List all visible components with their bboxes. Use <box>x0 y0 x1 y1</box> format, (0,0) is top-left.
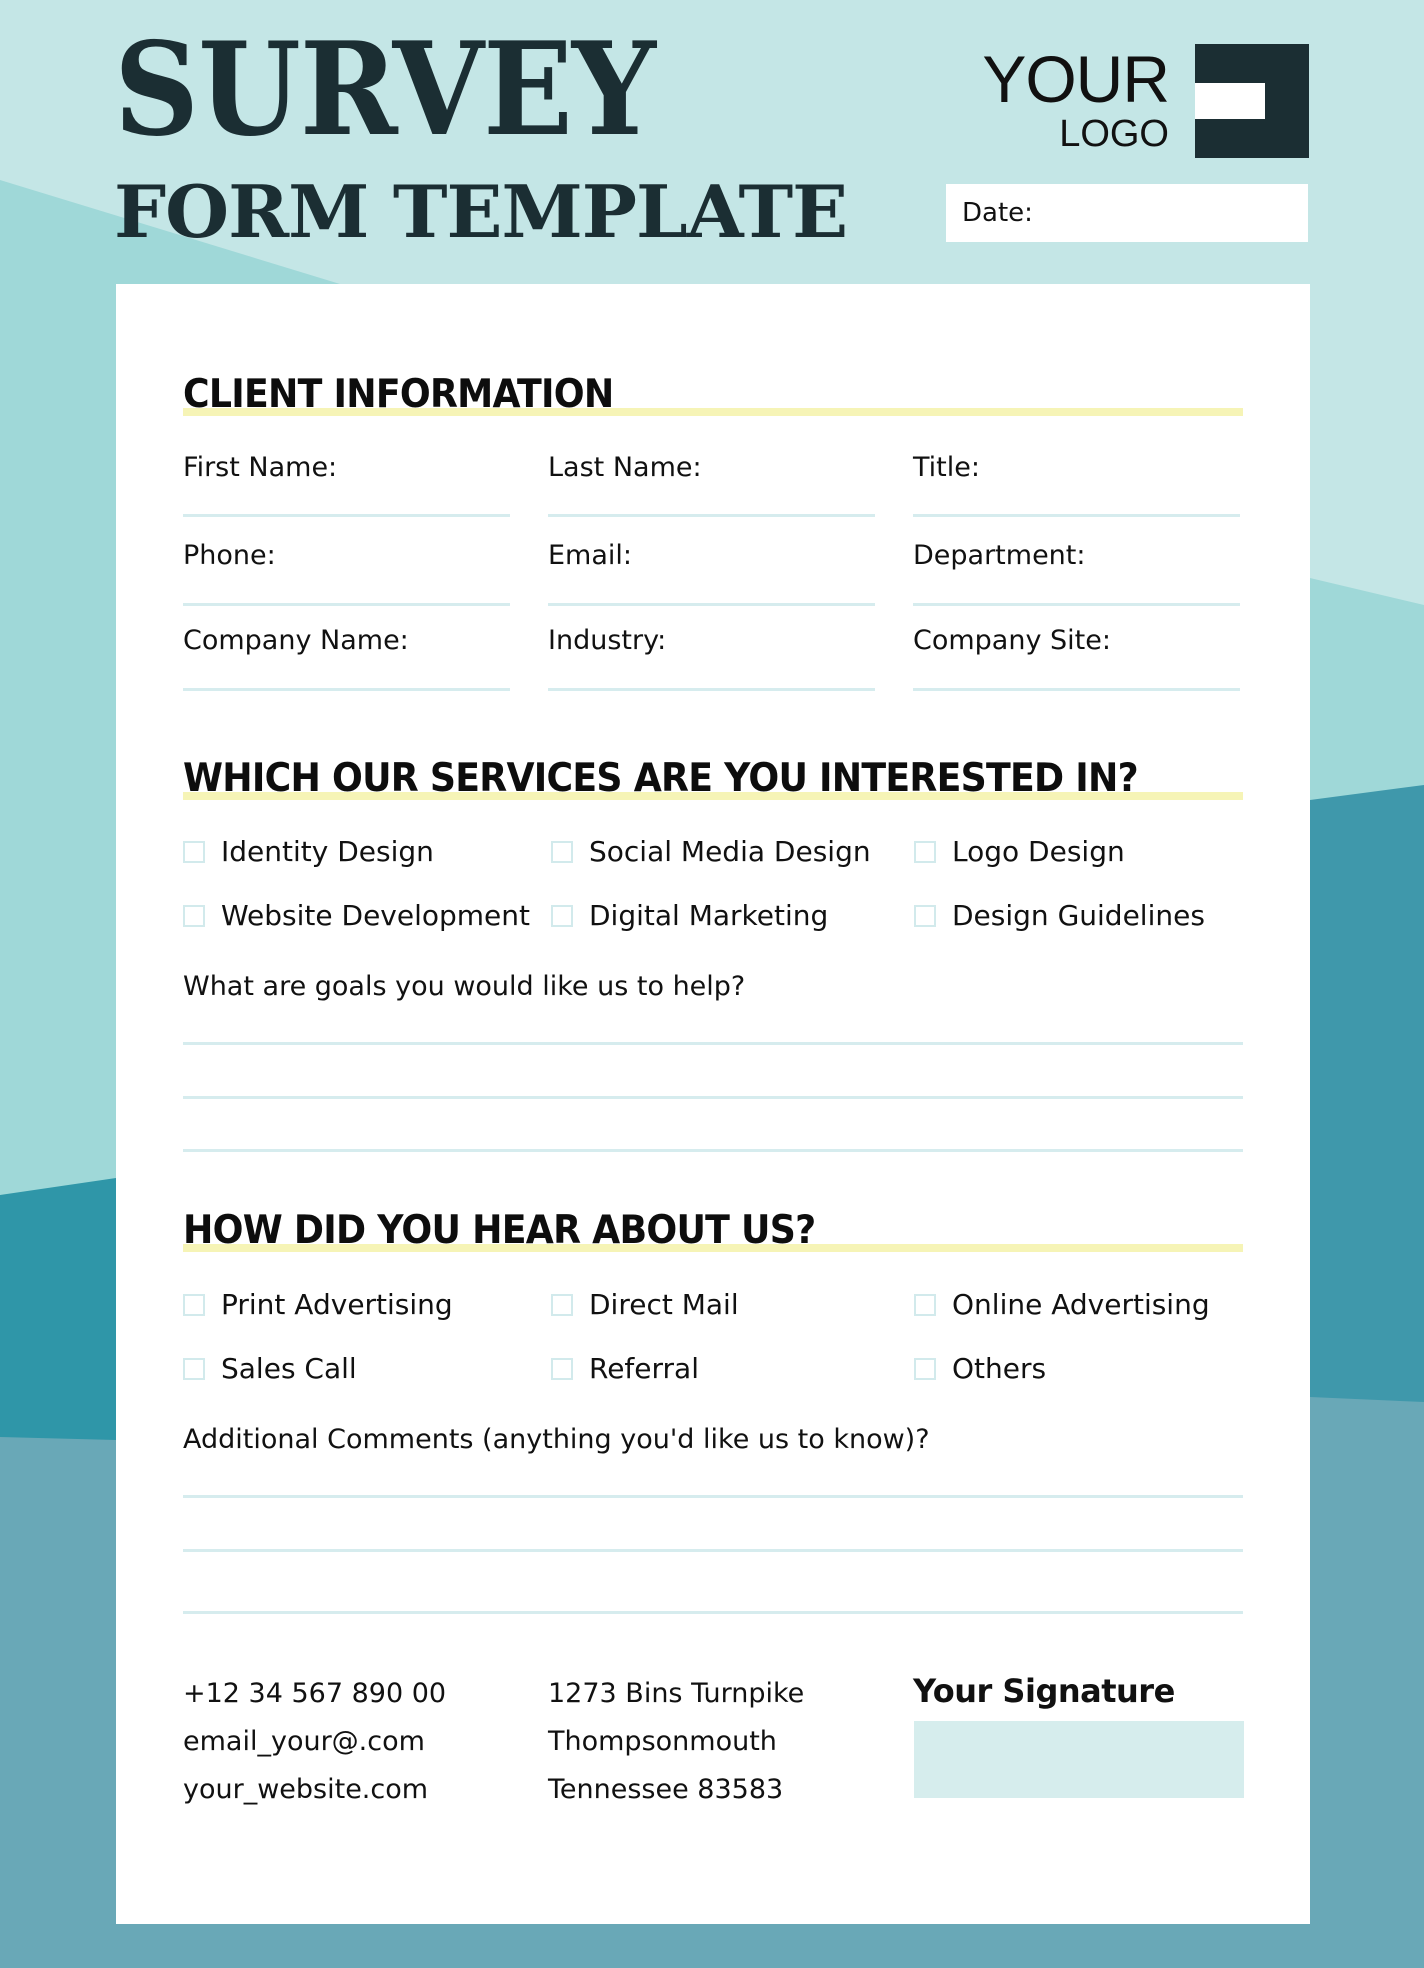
checkbox-icon[interactable] <box>551 1294 573 1316</box>
title-survey: SURVEY <box>114 15 656 165</box>
address-city: Thompsonmouth <box>548 1726 777 1757</box>
company-name-field[interactable]: Company Name: <box>183 624 510 658</box>
section-heading-hear-about-us: HOW DID YOU HEAR ABOUT US? <box>183 1202 1243 1252</box>
checkbox-sales-call[interactable]: Sales Call <box>183 1352 357 1386</box>
contact-phone: +12 34 567 890 00 <box>183 1678 447 1709</box>
checkbox-icon[interactable] <box>914 841 936 863</box>
checkbox-logo-design[interactable]: Logo Design <box>914 835 1125 869</box>
checkbox-icon[interactable] <box>551 1358 573 1380</box>
logo-text-logo: LOGO <box>1059 113 1169 155</box>
company-site-field[interactable]: Company Site: <box>913 624 1240 658</box>
address-info <box>548 1670 804 1814</box>
checkbox-direct-mail[interactable]: Direct Mail <box>551 1288 739 1322</box>
comments-answer-line-2[interactable] <box>183 1549 1243 1552</box>
contact-info <box>183 1670 446 1814</box>
checkbox-online-advertising[interactable]: Online Advertising <box>914 1288 1210 1322</box>
contact-email: email_your@.com <box>183 1726 425 1757</box>
logo-text-your: YOUR <box>982 42 1169 116</box>
logo-bracket-icon <box>1195 44 1309 158</box>
checkbox-icon[interactable] <box>183 1294 205 1316</box>
checkbox-icon[interactable] <box>914 905 936 927</box>
checkbox-referral[interactable]: Referral <box>551 1352 699 1386</box>
title-field[interactable]: Title: <box>913 451 1240 485</box>
checkbox-icon[interactable] <box>551 841 573 863</box>
checkbox-icon[interactable] <box>551 905 573 927</box>
signature-box[interactable] <box>914 1721 1244 1798</box>
address-street: 1273 Bins Turnpike <box>548 1678 805 1709</box>
contact-website: your_website.com <box>183 1774 429 1805</box>
last-name-field[interactable]: Last Name: <box>548 451 875 485</box>
goals-question: What are goals you would like us to help? <box>183 971 746 1002</box>
checkbox-icon[interactable] <box>183 905 205 927</box>
checkbox-design-guidelines[interactable]: Design Guidelines <box>914 899 1205 933</box>
company-logo <box>979 44 1309 158</box>
department-field[interactable]: Department: <box>913 539 1240 573</box>
checkbox-digital-marketing[interactable]: Digital Marketing <box>551 899 828 933</box>
comments-answer-line-3[interactable] <box>183 1611 1243 1614</box>
date-field[interactable] <box>946 184 1308 242</box>
checkbox-icon[interactable] <box>183 841 205 863</box>
address-state-zip: Tennessee 83583 <box>548 1774 784 1805</box>
section-heading-client-information: CLIENT INFORMATION <box>183 366 1243 416</box>
section-heading-services: WHICH OUR SERVICES ARE YOU INTERESTED IN? <box>183 750 1243 800</box>
phone-field[interactable]: Phone: <box>183 539 510 573</box>
first-name-field[interactable]: First Name: <box>183 451 510 485</box>
checkbox-website-development[interactable]: Website Development <box>183 899 530 933</box>
checkbox-icon[interactable] <box>914 1358 936 1380</box>
date-label: Date: <box>962 198 1033 228</box>
title-form-template: FORM TEMPLATE <box>114 169 848 254</box>
goals-answer-line-2[interactable] <box>183 1096 1243 1099</box>
checkbox-icon[interactable] <box>183 1358 205 1380</box>
checkbox-print-advertising[interactable]: Print Advertising <box>183 1288 453 1322</box>
industry-field[interactable]: Industry: <box>548 624 875 658</box>
signature-label: Your Signature <box>913 1672 1175 1710</box>
comments-question: Additional Comments (anything you'd like us to know)? <box>183 1424 930 1455</box>
checkbox-others[interactable]: Others <box>914 1352 1046 1386</box>
goals-answer-line-3[interactable] <box>183 1149 1243 1152</box>
email-field[interactable]: Email: <box>548 539 875 573</box>
checkbox-social-media-design[interactable]: Social Media Design <box>551 835 871 869</box>
goals-answer-line-1[interactable] <box>183 1042 1243 1045</box>
checkbox-identity-design[interactable]: Identity Design <box>183 835 434 869</box>
checkbox-icon[interactable] <box>914 1294 936 1316</box>
comments-answer-line-1[interactable] <box>183 1495 1243 1498</box>
